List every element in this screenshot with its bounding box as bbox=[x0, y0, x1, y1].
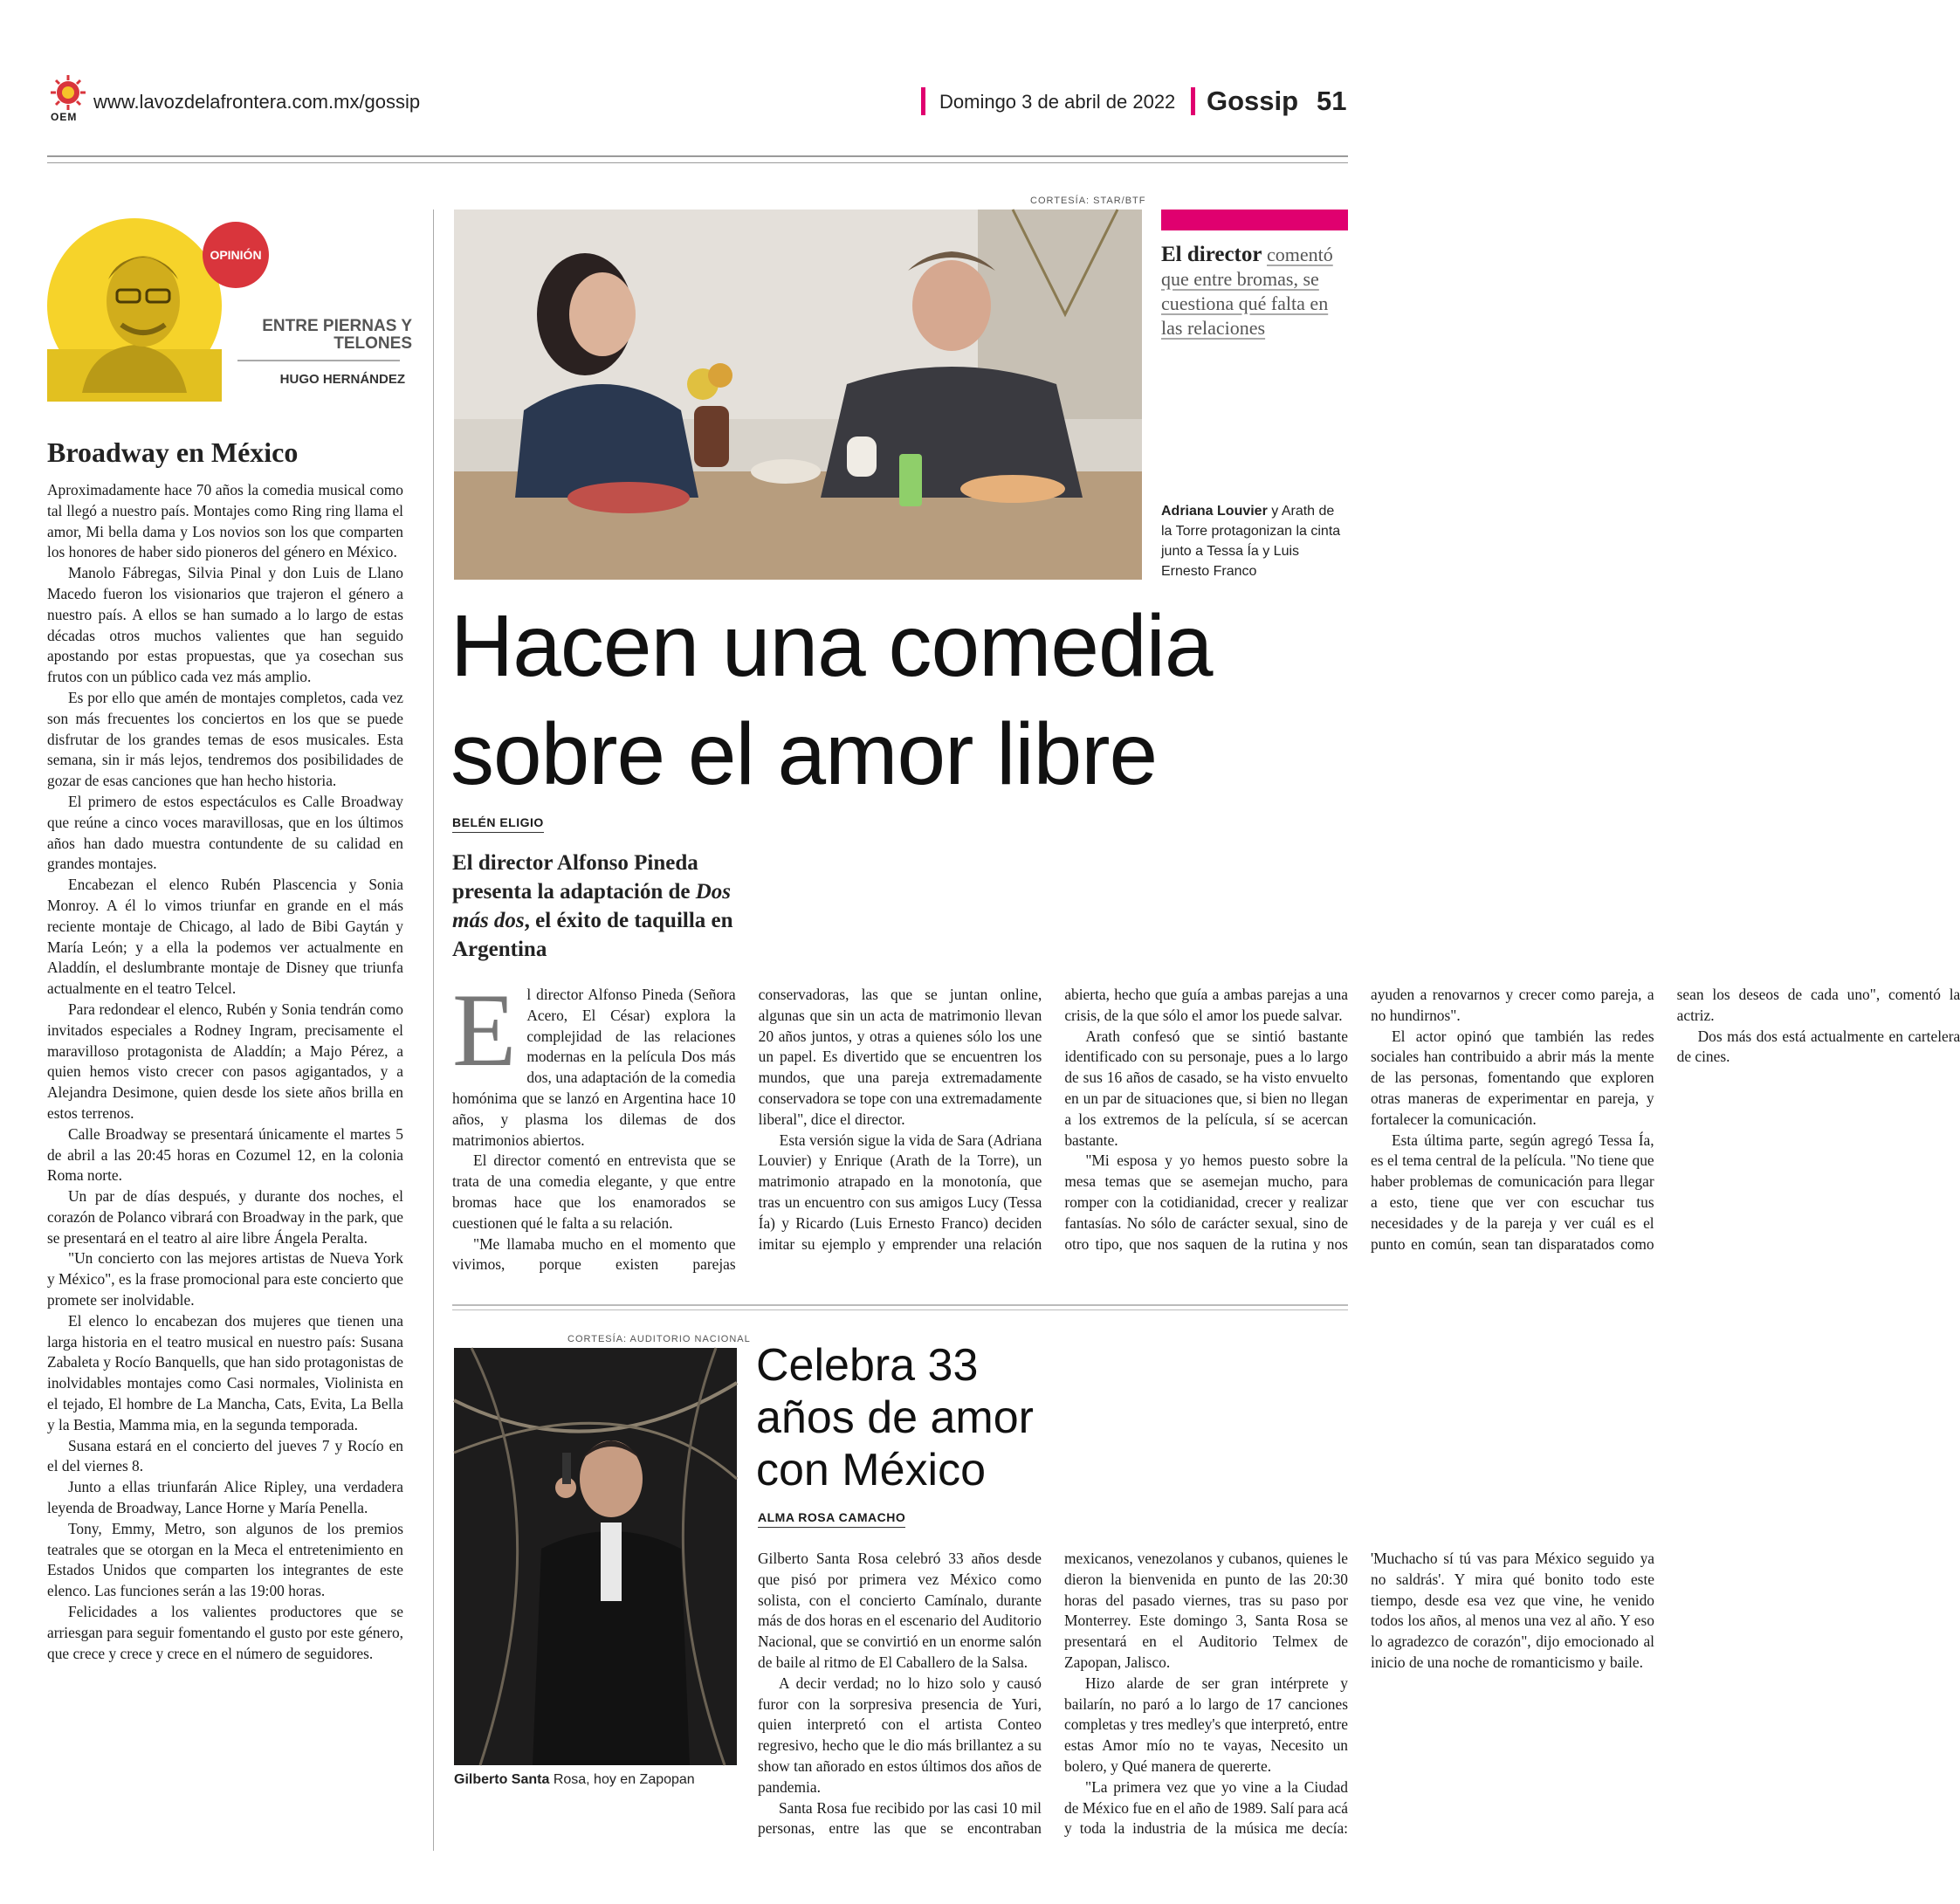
second-story-photo bbox=[454, 1348, 737, 1765]
singer-on-stage-photo-icon bbox=[454, 1348, 737, 1765]
deck-italic: Dos más dos bbox=[452, 880, 732, 932]
second-photo-credit: CORTESÍA: AUDITORIO NACIONAL bbox=[567, 1334, 751, 1344]
main-byline: BELÉN ELIGIO bbox=[452, 815, 544, 833]
deck-part-2: , el éxito de taquilla en Argentina bbox=[452, 909, 733, 961]
dropcap: E bbox=[452, 972, 517, 1088]
second-caption-lead: Gilberto Santa bbox=[454, 1772, 550, 1787]
column-paragraph: Calle Broadway se presentará únicamente el martes 5 de abril a las 20:45 horas en Cozumel 12, en la colonia Roma norte. bbox=[47, 1124, 403, 1185]
column-paragraph: Susana estará en el concierto del jueves 7 y Rocío en el del viernes 8. bbox=[47, 1436, 403, 1475]
column-headline: Broadway en México bbox=[47, 436, 299, 468]
main-headline: Hacen una comedia sobre el amor libre bbox=[450, 597, 1213, 803]
second-byline: ALMA ROSA CAMACHO bbox=[758, 1510, 905, 1528]
column-paragraph: El elenco lo encabezan dos mujeres que tienen una larga historia en el teatro musical en nuestro país: Susana Zabaleta y Rocío Banquells, que han sido protagonistas de inolvidables montajes como Casi normales, Violinista en el tejado, El hombre de La Mancha, Cats, Evita, La Bella y la Bestia, Mamma mia, en la segunda temporada. bbox=[47, 1311, 403, 1433]
column-paragraph: Es por ello que amén de montajes completos, cada vez son más frecuentes los conciertos en los que se puede disfrutar de los grandes temas de esos musicales. Esta semana, sin ir más lejos, tendremos dos posibilidades de gozar de esas canciones que han hecho historia. bbox=[47, 688, 403, 790]
pull-quote bbox=[1161, 243, 1348, 340]
main-story-body bbox=[452, 972, 1960, 1282]
main-caption-lead: Adriana Louvier bbox=[1161, 504, 1268, 519]
column-paragraph: Encabezan el elenco Rubén Plascencia y Sonia Monroy. A él lo vimos triunfar en grande en el más reciente montaje de Chicago, al lado de Bibi Gaytán y María León; y a ella la podemos ver actualmente en Aladdín, el deslumbrante montaje de Disney que triunfa actualmente en el teatro Telcel. bbox=[47, 876, 403, 998]
main-photo-credit: CORTESÍA: STAR/BTF bbox=[1030, 196, 1146, 206]
second-headline: Celebra 33 años de amor con México bbox=[756, 1340, 1034, 1495]
header-section: Gossip bbox=[1207, 86, 1299, 116]
second-caption-rest: Rosa, hoy en Zapopan bbox=[553, 1772, 695, 1787]
main-paragraph-text: l director Alfonso Pineda (Señora Acero, El César) explora la complejidad de las relaciones modernas en la película Dos más dos, una adaptación de la comedia homónima que se lanzó en Argentina hace 10 años, y plasma los dilemas de dos matrimonios abiertos. bbox=[452, 986, 736, 1149]
column-title: ENTRE PIERNAS Y TELONES bbox=[262, 317, 412, 353]
page-number: 51 bbox=[1317, 86, 1347, 116]
main-story-photo bbox=[454, 210, 1142, 580]
columnist-portrait-icon bbox=[47, 218, 222, 393]
logo-text: OEM bbox=[51, 111, 78, 123]
opinion-badge: OPINIÓN bbox=[203, 222, 269, 288]
story-separator bbox=[452, 1304, 1348, 1306]
story-separator-2 bbox=[452, 1309, 1348, 1310]
main-photo-caption bbox=[1161, 501, 1348, 581]
second-paragraph: A decir verdad; no lo hizo solo y causó furor con la sorpresiva presencia de Yuri, quien interpretó con el artista Conteo regresivo, hecho que le dio más brillantez a su show tan añorado en estos últimos dos años de pandemia. bbox=[758, 1674, 1042, 1796]
column-body bbox=[47, 480, 403, 1842]
column-paragraph: Junto a ellas triunfarán Alice Ripley, una verdadera leyenda de Broadway, Lance Horne y María Penella. bbox=[47, 1478, 403, 1517]
main-deck bbox=[452, 849, 737, 964]
pull-quote-bar bbox=[1161, 210, 1348, 230]
column-author: HUGO HERNÁNDEZ bbox=[279, 372, 405, 387]
masthead-logo bbox=[47, 73, 89, 124]
header-divider-1 bbox=[921, 87, 925, 115]
second-paragraph: Hizo alarde de ser gran intérprete y bailarín, no paró a lo largo de 17 canciones completas y tres medley's que interpretó, entre estas Amor mío no te vayas, Necesito un bolero, y Qué manera de quererte. bbox=[1064, 1674, 1348, 1775]
main-paragraph: Arath confesó que se sintió bastante identificado con su personaje, pues a lo largo de sus 16 años de casado, se ha visto envuelto en un par de situaciones que, si bien no llegan a los extremos de la película, sí se acercan bastante. bbox=[1064, 1027, 1348, 1149]
second-story-body bbox=[758, 1549, 1654, 1854]
main-paragraph: "Mi esposa y yo hemos puesto sobre la mesa temas que se asemejan mucho, para romper con la cotidianidad, crecer y realizar fantasías. No sólo de carácter sexual, sino de otro tipo, que nos saquen de la rutina y nos ayuden a renovarnos y crecer como pareja, a no hundirnos". bbox=[1064, 986, 1654, 1253]
second-photo-caption bbox=[454, 1772, 737, 1788]
header-divider-2 bbox=[1191, 87, 1195, 115]
column-divider bbox=[433, 210, 434, 1851]
column-title-rule bbox=[237, 360, 400, 361]
column-paragraph: Un par de días después, y durante dos noches, el corazón de Polanco vibrará con Broadway in the park, que se presentará en el teatro al aire libre Ángela Peralta. bbox=[47, 1187, 403, 1247]
main-paragraph: El director comentó en entrevista que se trata de una comedia elegante, y que entre bromas hace que los enamorados se cuestionen qué le falta a su relación. bbox=[452, 1151, 736, 1232]
column-paragraph: Para redondear el elenco, Rubén y Sonia tendrán como invitados especiales a Rodney Ingram, precisamente el maravilloso protagonista de Aladdín; a Majo Pérez, a quien hemos visto crecer con pasos agigantados, y a Alejandra Desimone, quien desde los siete años brilla en estos terrenos. bbox=[47, 1000, 403, 1122]
column-paragraph: Felicidades a los valientes productores que se arriesgan para seguir fomentando el gusto por este género, que crece y crece y crece en el número de seguidores. bbox=[47, 1603, 403, 1662]
header-rule-top bbox=[47, 155, 1348, 157]
pull-quote-lead: El director bbox=[1161, 243, 1262, 266]
header-url[interactable]: www.lavozdelafrontera.com.mx/gossip bbox=[93, 91, 421, 113]
main-paragraph: El actor opinó que también las redes sociales han contribuido a abrir más la mente de las personas, fomentando que exploren otras maneras de experimentar en pareja, y fortalecer la comunicación. bbox=[1370, 1027, 1654, 1128]
main-paragraph: Dos más dos está actualmente en cartelera de cines. bbox=[1676, 1027, 1960, 1066]
deck-part-1: El director Alfonso Pineda presenta la adaptación de bbox=[452, 851, 698, 904]
main-paragraph bbox=[452, 972, 736, 1151]
couple-breakfast-photo-icon bbox=[454, 210, 1142, 580]
main-paragraph: Esta última parte, según agregó Tessa Ía, es el tema central de la película. "No tiene que haber problemas de comunicación para llegar a esto, tiene que ver con escuchar tus necesidades y de la pareja y ver cuál es el punto en común, sean tan disparatados como sean los deseos de cada uno", comentó la actriz. bbox=[1370, 986, 1960, 1253]
column-portrait bbox=[47, 218, 222, 393]
column-paragraph: El primero de estos espectáculos es Calle Broadway que reúne a cinco voces maravillosas, que en los últimos años han dado muestra contundente de su calidad en grandes montajes. bbox=[47, 792, 403, 873]
pull-quote-rest: comentó que entre bromas, se cuestiona qué falta en las relaciones bbox=[1161, 244, 1333, 339]
column-paragraph: Manolo Fábregas, Silvia Pinal y don Luis de Llano Macedo fueron los visionarios que trajeron el género a nuestro país. A ellos se han sumado a lo largo de estas décadas otros muchos valientes que han seguido apostando por estas propuestas, que ya cosechan sus frutos con un público cada vez más amplio. bbox=[47, 564, 403, 686]
main-paragraph: Esta versión sigue la vida de Sara (Adriana Louvier) y Enrique (Arath de la Torre), un matrimonio atrapado en la monotonía, que tras un encuentro con sus amigos Lucy (Tessa Ía) y Ricardo (Luis Ernesto Franco) deciden imitar su ejemplo y emprender una relación abierta, hecho que guía a ambas parejas a una crisis, de la que sólo el amor los puede salvar. bbox=[758, 986, 1348, 1253]
column-paragraph: Aproximadamente hace 70 años la comedia musical como tal llegó a nuestro país. Montajes como Ring ring llama el amor, Mi bella dama y Los novios son los que comparten los honores de haber sido pioneros del género en México. bbox=[47, 481, 403, 561]
header-date: Domingo 3 de abril de 2022 bbox=[939, 91, 1176, 113]
column-paragraph: "Un concierto con las mejores artistas de Nueva York y México", es la frase promocional para este concierto que promete ser inolvidable. bbox=[47, 1249, 403, 1309]
second-paragraph: Santa Rosa fue recibido por las casi 10 mil personas, entre las que se encontraban mexicanos, venezolanos y cubanos, quienes le dieron la bienvenida en punto de las 20:30 horas del pasado viernes, tras su paso por Monterrey. Este domingo 3, Santa Rosa se presentará en el Auditorio Telmex de Zapopan, Jalisco. bbox=[758, 1550, 1348, 1838]
main-caption-rest: y Arath de la Torre protagonizan la cinta junto a Tessa Ía y Luis Ernesto Franco bbox=[1161, 504, 1341, 579]
second-paragraph: Gilberto Santa Rosa celebró 33 años desde que pisó por primera vez México como solista, con el concierto Camínalo, durante más de dos horas en el escenario del Auditorio Nacional, que se convirtió en un enorme salón de baile al ritmo de El Caballero de la Salsa. bbox=[758, 1550, 1042, 1671]
main-paragraph: "Me llamaba mucho en el momento que vivimos, porque existen parejas conservadoras, las que se juntan online, algunas que sin un acta de matrimonio llevan 20 años juntos, y otras a quienes sólo los une un papel. Es divertido que se encuentren los mundos, que una pareja extremadamente conservadora se tope con una extremadamente liberal", dice el director. bbox=[452, 986, 1042, 1274]
column-paragraph: Tony, Emmy, Metro, son algunos de los premios teatrales que se otorgan en la Meca el entretenimiento en Estados Unidos que comparten los integrantes de este elenco. Las funciones serán a las 19:00 horas. bbox=[47, 1519, 403, 1600]
second-paragraph: "La primera vez que yo vine a la Ciudad de México fue en el año de 1989. Salí para acá y toda la industria de la música me decía: 'Muchacho sí tú vas para México seguido ya no saldrás'. Y mira qué bonito todo este tiempo, desde esa vez que vine, he venido todos los años, al menos una vez al año. Y eso lo agradezco de corazón", dijo emocionado al inicio de una noche de romanticismo y baile. bbox=[1064, 1550, 1654, 1838]
header-rule-bottom bbox=[47, 162, 1348, 163]
